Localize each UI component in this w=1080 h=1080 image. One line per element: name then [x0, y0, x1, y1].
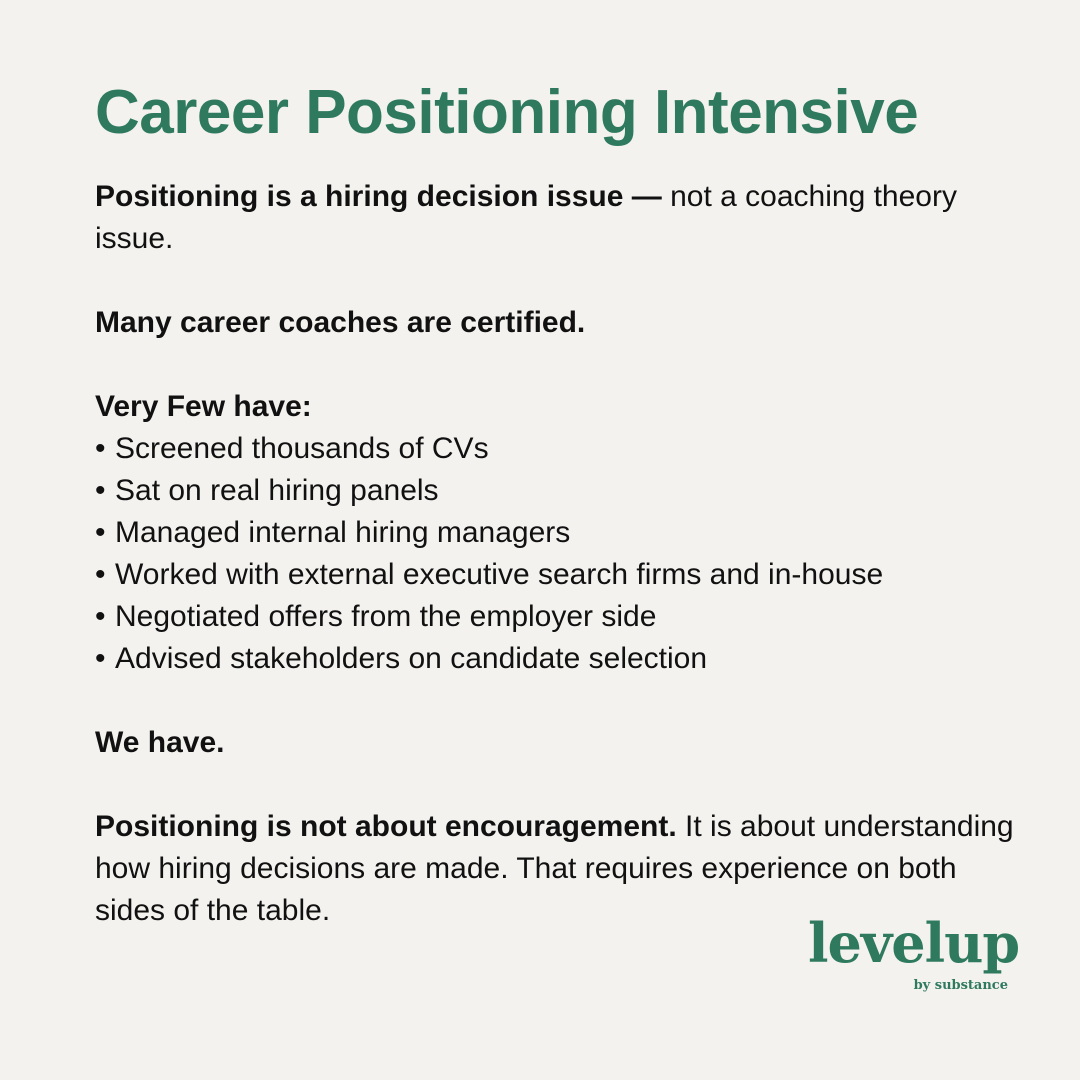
- we-have-line: We have.: [95, 726, 225, 759]
- bullet-icon: •: [95, 558, 106, 591]
- list-item: [95, 638, 1045, 680]
- levelup-logo: [808, 910, 1020, 994]
- bullet-icon: •: [95, 516, 106, 549]
- list-item-text: Sat on real hiring panels: [115, 474, 439, 507]
- list-item-text: Worked with external executive search firms and in-house: [115, 558, 884, 591]
- list-item: [95, 428, 1045, 470]
- closing-bold: Positioning is not about encouragement.: [95, 810, 677, 843]
- intro-paragraph: [95, 176, 975, 260]
- intro-bold: Positioning is a hiring decision issue —: [95, 180, 662, 213]
- bullet-icon: •: [95, 642, 106, 675]
- list-item-text: Advised stakeholders on candidate selection: [115, 642, 708, 675]
- list-item-text: Managed internal hiring managers: [115, 516, 571, 549]
- list-item: [95, 470, 1045, 512]
- bullet-icon: •: [95, 432, 106, 465]
- intro-rest: not a coaching theory issue.: [95, 180, 957, 255]
- logo-tagline: by substance: [913, 978, 1008, 993]
- credentials-list: [95, 428, 1045, 680]
- content: [95, 70, 1045, 932]
- list-item-text: Screened thousands of CVs: [115, 432, 489, 465]
- bullet-icon: •: [95, 474, 106, 507]
- logo-wordmark: levelup: [808, 911, 1020, 975]
- list-item-text: Negotiated offers from the employer side: [115, 600, 657, 633]
- list-item: [95, 512, 1045, 554]
- bullet-icon: •: [95, 600, 106, 633]
- page-title: Career Positioning Intensive: [95, 78, 919, 147]
- closing-rest: It is about understanding how hiring decisions are made. That requires experience on both sides of the table.: [95, 810, 1014, 927]
- list-item: [95, 596, 1045, 638]
- certified-line: Many career coaches are certified.: [95, 306, 586, 339]
- list-heading: Very Few have:: [95, 390, 312, 423]
- list-item: [95, 554, 1045, 596]
